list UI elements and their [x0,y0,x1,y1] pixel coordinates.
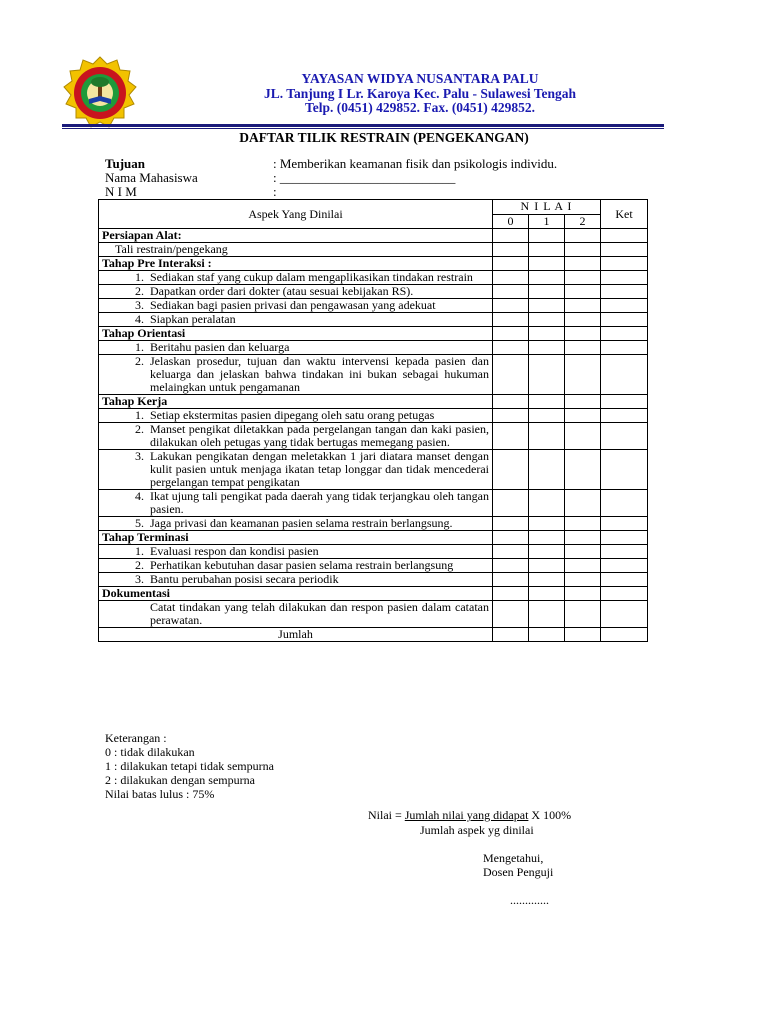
score-2-cell [565,299,601,313]
checklist-item [102,341,489,354]
aspect-cell [99,545,493,559]
col-ket-header: Ket [601,200,648,229]
table-row [99,299,648,313]
tujuan-label: Tujuan [105,156,145,171]
table-header-row [99,200,648,215]
score-2-cell [565,313,601,327]
institution-logo [62,55,138,131]
score-0-cell [493,531,529,545]
score-1-cell [529,573,565,587]
table-row [99,573,648,587]
score-1-cell [529,243,565,257]
table-row [99,243,648,257]
score-0-header: 0 [493,214,529,229]
score-0-cell [493,313,529,327]
score-1-cell [529,409,565,423]
ket-cell [601,490,648,517]
item-text: Manset pengikat diletakkan pada pergelangan tangan dan kaki pasien, dilakukan oleh petugas yang tidak bertugas memegang pasien. [150,422,489,449]
ket-cell [601,395,648,409]
item-number: 1. [135,408,144,422]
table-row [99,545,648,559]
legend-title: Keterangan : [105,731,167,745]
score-2-header: 2 [565,214,601,229]
table-row [99,517,648,531]
aspect-cell [99,285,493,299]
item-number [102,601,150,627]
item-number: 2. [135,284,144,298]
score-2-cell [565,271,601,285]
formula-suffix: X 100% [528,808,572,822]
checklist-item [102,450,489,489]
score-0-cell [493,559,529,573]
item-number: 3. [135,298,144,312]
total-score-1 [529,628,565,642]
item-number: 1. [135,270,144,284]
aspect-cell [99,299,493,313]
aspect-cell [99,341,493,355]
item-text: Catat tindakan yang telah dilakukan dan respon pasien dalam catatan perawatan. [150,600,489,627]
formula-prefix: Nilai = [368,808,405,822]
table-row [99,559,648,573]
aspect-cell [99,517,493,531]
checklist-item [102,573,489,586]
score-1-cell [529,587,565,601]
pass-threshold: Nilai batas lulus : 75% [105,787,215,801]
score-1-cell [529,490,565,517]
ket-cell [601,299,648,313]
score-1-cell [529,285,565,299]
ket-cell [601,601,648,628]
score-1-cell [529,327,565,341]
score-0-cell [493,409,529,423]
checklist-item [102,601,489,627]
checklist-table [98,199,648,642]
checklist-item [102,423,489,449]
score-0-cell [493,327,529,341]
score-2-cell [565,409,601,423]
checklist-item [102,299,489,312]
col-nilai-header: N I L A I [493,200,601,215]
item-number: 4. [135,489,144,503]
score-2-cell [565,517,601,531]
total-label: Jumlah [99,628,493,642]
score-1-cell [529,271,565,285]
section-title: Tahap Pre Interaksi : [99,257,493,271]
score-2-cell [565,423,601,450]
legend-0: 0 : tidak dilakukan [105,745,195,759]
item-text: Lakukan pengikatan dengan meletakkan 1 jari diatara manset dengan kulit pasien untuk menjaga ikatan tetap longgar dan tidak mencederai pergelangan tempat pengikatan [150,449,489,489]
aspect-cell [99,313,493,327]
nim-label: N I M [105,184,137,199]
score-0-cell [493,587,529,601]
tujuan-value: : Memberikan keamanan fisik dan psikologis individu. [273,156,558,171]
score-0-cell [493,545,529,559]
document-title: DAFTAR TILIK RESTRAIN (PENGEKANGAN) [239,130,529,145]
ket-cell [601,229,648,243]
formula-numerator: Jumlah nilai yang didapat [404,808,529,822]
score-0-cell [493,341,529,355]
section-title: Persiapan Alat: [99,229,493,243]
sign-dosen: Dosen Penguji [483,865,554,879]
checklist-item [102,285,489,298]
score-2-cell [565,341,601,355]
section-title: Tahap Orientasi [99,327,493,341]
ket-cell [601,271,648,285]
org-name: YAYASAN WIDYA NUSANTARA PALU [301,71,539,86]
score-2-cell [565,587,601,601]
item-text: Jelaskan prosedur, tujuan dan waktu intervensi kepada pasien dan keluarga dan jelaskan bahwa tindakan ini bukan sebagai hukuman melaingkan untuk pengamanan [150,354,489,394]
score-1-cell [529,517,565,531]
ket-cell [601,243,648,257]
checklist-item [102,355,489,394]
section-title: Tahap Terminasi [99,531,493,545]
aspect-cell [99,601,493,628]
table-row [99,601,648,628]
ket-cell [601,587,648,601]
score-2-cell [565,285,601,299]
score-1-cell [529,601,565,628]
score-2-cell [565,229,601,243]
score-1-cell [529,423,565,450]
item-number: 2. [135,422,144,436]
ket-cell [601,341,648,355]
score-1-cell [529,395,565,409]
header-rule-thin [62,128,664,129]
item-number: 3. [135,449,144,463]
item-number: 4. [135,312,144,326]
nim-value: : [273,184,277,199]
score-2-cell [565,573,601,587]
score-0-cell [493,450,529,490]
ket-cell [601,327,648,341]
score-0-cell [493,517,529,531]
checklist-item [102,559,489,572]
table-row [99,490,648,517]
section-row [99,587,648,601]
score-0-cell [493,573,529,587]
section-title: Tahap Kerja [99,395,493,409]
checklist-item [102,313,489,326]
checklist-item [102,409,489,422]
score-2-cell [565,243,601,257]
score-1-cell [529,299,565,313]
score-2-cell [565,531,601,545]
section-row [99,327,648,341]
score-0-cell [493,285,529,299]
item-text: Setiap ekstermitas pasien dipegang oleh satu orang petugas [150,408,435,422]
aspect-cell [99,409,493,423]
ket-cell [601,355,648,395]
score-1-header: 1 [529,214,565,229]
score-2-cell [565,395,601,409]
formula-denominator: Jumlah aspek yg dinilai [420,823,534,837]
item-text: Evaluasi respon dan kondisi pasien [150,544,319,558]
item-text: Jaga privasi dan keamanan pasien selama restrain berlangsung. [150,516,453,530]
aspect-cell [99,490,493,517]
legend-2: 2 : dilakukan dengan sempurna [105,773,255,787]
nama-value: : ___________________________ [273,170,456,185]
score-0-cell [493,299,529,313]
item-number: 1. [135,544,144,558]
section-row [99,229,648,243]
score-formula [368,808,571,822]
section-row [99,257,648,271]
score-1-cell [529,545,565,559]
score-1-cell [529,341,565,355]
score-0-cell [493,271,529,285]
item-number: 2. [135,354,144,368]
score-1-cell [529,229,565,243]
item-text: Siapkan peralatan [150,312,236,326]
sign-dots: ............. [510,893,549,907]
aspect-cell: Tali restrain/pengekang [99,243,493,257]
ket-cell [601,313,648,327]
total-score-2 [565,628,601,642]
score-2-cell [565,545,601,559]
item-number: 5. [135,516,144,530]
aspect-cell [99,423,493,450]
table-row [99,341,648,355]
ket-cell [601,423,648,450]
score-2-cell [565,490,601,517]
score-1-cell [529,559,565,573]
table-row [99,271,648,285]
score-2-cell [565,450,601,490]
item-text: Beritahu pasien dan keluarga [150,340,290,354]
score-0-cell [493,395,529,409]
ket-cell [601,517,648,531]
item-number: 3. [135,572,144,586]
checklist-item [102,490,489,516]
table-row [99,450,648,490]
score-1-cell [529,531,565,545]
section-row [99,395,648,409]
col-aspek-header: Aspek Yang Dinilai [99,200,493,229]
section-title: Dokumentasi [99,587,493,601]
legend-1: 1 : dilakukan tetapi tidak sempurna [105,759,274,773]
item-text: Sediakan staf yang cukup dalam mengaplikasikan tindakan restrain [150,270,473,284]
total-ket [601,628,648,642]
score-2-cell [565,327,601,341]
table-row [99,423,648,450]
item-number: 2. [135,558,144,572]
ket-cell [601,450,648,490]
ket-cell [601,409,648,423]
score-0-cell [493,243,529,257]
score-0-cell [493,229,529,243]
ket-cell [601,285,648,299]
aspect-cell [99,573,493,587]
checklist-item [102,545,489,558]
aspect-cell [99,355,493,395]
org-address: JL. Tanjung I Lr. Karoya Kec. Palu - Sulawesi Tengah [263,86,577,101]
score-0-cell [493,490,529,517]
org-phone: Telp. (0451) 429852. Fax. (0451) 429852. [304,100,536,115]
checklist-item [102,517,489,530]
checklist-item [102,271,489,284]
score-0-cell [493,601,529,628]
table-row [99,285,648,299]
score-1-cell [529,257,565,271]
total-score-0 [493,628,529,642]
score-1-cell [529,355,565,395]
item-text: Sediakan bagi pasien privasi dan pengawasan yang adekuat [150,298,436,312]
ket-cell [601,545,648,559]
item-text: Perhatikan kebutuhan dasar pasien selama restrain berlangsung [150,558,454,572]
score-1-cell [529,450,565,490]
ket-cell [601,531,648,545]
score-0-cell [493,423,529,450]
score-2-cell [565,559,601,573]
aspect-cell [99,450,493,490]
sign-mengetahui: Mengetahui, [483,851,544,865]
ket-cell [601,573,648,587]
score-1-cell [529,313,565,327]
aspect-cell [99,559,493,573]
item-number: 1. [135,340,144,354]
score-2-cell [565,257,601,271]
nama-label: Nama Mahasiswa [105,170,198,185]
score-0-cell [493,257,529,271]
score-0-cell [493,355,529,395]
item-text: Bantu perubahan posisi secara periodik [150,572,339,586]
table-row [99,313,648,327]
section-row [99,531,648,545]
aspect-cell [99,271,493,285]
table-row [99,409,648,423]
ket-cell [601,559,648,573]
table-row [99,355,648,395]
score-2-cell [565,601,601,628]
item-text: Ikat ujung tali pengikat pada daerah yang tidak terjangkau oleh tangan pasien. [150,489,489,516]
ket-cell [601,257,648,271]
header-rule [62,124,664,127]
score-2-cell [565,355,601,395]
item-text: Dapatkan order dari dokter (atau sesuai kebijakan RS). [150,284,414,298]
total-row [99,628,648,642]
